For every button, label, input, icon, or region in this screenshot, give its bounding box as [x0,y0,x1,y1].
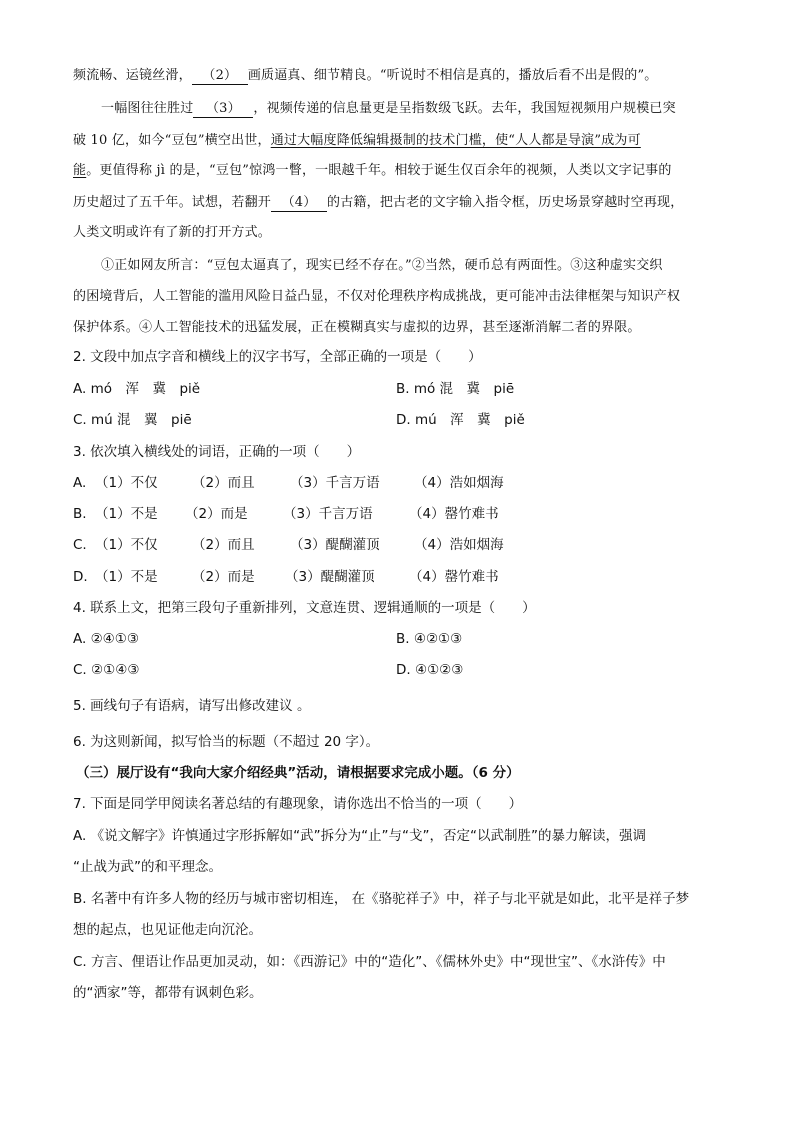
option-word-2: （2）而是 [192,569,255,585]
option-word-1: （1）不仅 [95,537,158,553]
q4-option-c[interactable]: C. ②①④③ [73,662,140,678]
q3-stem: 3. 依次填入横线处的词语，正确的一项（ ） [73,444,361,460]
option-word-2: （2）而是 [185,506,248,522]
q4-option-b[interactable]: B. ④②①③ [396,631,463,647]
paragraph-3-line-3: 保护体系。④人工智能技术的迅猛发展，正在模糊真实与虚拟的边界，甚至逐渐消解二者的界限。 [73,320,641,335]
q2-option-b[interactable]: B. mó 混 冀 piē [396,381,515,397]
option-word-4: （4）罄竹难书 [409,506,499,522]
underlined-sentence: 能 [73,163,87,178]
passage-text: 的古籍，把古老的文字输入指令框，历史场景穿越时空再现， [327,195,684,210]
option-letter: A. [73,475,87,491]
passage-line-6: 人类文明或许有了新的打开方式。 [73,225,272,240]
q7-option-c-line-2: 的“洒家”等，都带有讽刺色彩。 [73,985,263,1001]
q2-option-c[interactable]: C. mú 混 翼 piē [73,412,192,428]
option-letter: D. [73,569,88,585]
q7-option-b-line-1[interactable]: B. 名著中有许多人物的经历与城市密切相连， 在《骆驼祥子》中，祥子与北平就是如此，北平是祥子梦 [73,891,690,907]
option-word-4: （4）浩如烟海 [414,537,504,553]
option-word-4: （4）浩如烟海 [414,475,504,491]
q6-stem: 6. 为这则新闻，拟写恰当的标题（不超过 20 字）。 [73,734,380,750]
passage-line-4 [73,161,672,181]
option-word-4: （4）罄竹难书 [409,569,499,585]
q4-option-d[interactable]: D. ④①②③ [396,662,464,678]
q7-option-b-line-2: 想的起点，也见证他走向沉沦。 [73,922,262,938]
option-word-3: （3）千言万语 [290,475,380,491]
option-letter: B. [73,506,87,522]
q4-stem: 4. 联系上文，把第三段句子重新排列，文意连贯、逻辑通顺的一项是（ ） [73,600,536,616]
passage-text: 频流畅、运镜丝滑， [73,68,192,83]
option-word-1: （1）不是 [95,569,158,585]
q7-option-a-line-2: “止战为武”的和平理念。 [73,859,222,875]
option-word-3: （3）醍醐灌顶 [285,569,375,585]
blank-4: （4） [271,195,327,212]
option-word-1: （1）不是 [95,506,158,522]
option-word-2: （2）而且 [192,475,255,491]
q4-option-a[interactable]: A. ②④①③ [73,631,139,647]
underlined-sentence: 通过大幅度降低编辑摄制的技术门槛，使“人人都是导演”成为可 [270,133,641,148]
q2-option-d[interactable]: D. mú 浑 冀 piě [396,412,525,428]
passage-text: 画质逼真、细节精良。“听说时不相信是真的，播放后看不出是假的”。 [247,68,658,83]
passage-text: 。更值得称 jì 的是，“豆包”惊鸿一瞥，一眼越千年。相较于诞生仅百余年的视频，人类以文字记事的 [86,163,672,178]
blank-3: （3） [193,101,253,118]
q5-stem: 5. 画线句子有语病，请写出修改建议 。 [73,698,311,714]
q7-stem: 7. 下面是同学甲阅读名著总结的有趣现象，请你选出不恰当的一项（ ） [73,796,523,812]
paragraph-3-line-1: ①正如网友所言：“豆包太逼真了，现实已经不存在。”②当然，硬币总有两面性。③这种虚实交织 [101,258,663,273]
option-letter: C. [73,537,87,553]
passage-line-3 [73,131,641,151]
option-word-2: （2）而且 [192,537,255,553]
blank-2: （2） [192,68,248,85]
q7-option-a-line-1[interactable]: A. 《说文解字》许慎通过字形拆解如“武”拆分为“止”与“戈”，否定“以武制胜”的暴力解读，强调 [73,828,647,844]
q2-option-a[interactable]: A. mó 浑 冀 piě [73,381,201,397]
option-word-1: （1）不仅 [95,475,158,491]
passage-text: 一幅图往往胜过 [101,101,194,116]
passage-text: 破 10 亿，如今“豆包”横空出世， [73,133,271,148]
passage-line-1 [73,66,658,86]
passage-text: 历史超过了五千年。试想，若翻开 [73,195,272,210]
option-word-3: （3）千言万语 [283,506,373,522]
paragraph-3-line-2: 的困境背后，人工智能的滥用风险日益凸显，不仅对伦理秩序构成挑战，更可能冲击法律框架与知识产权 [73,289,681,304]
passage-text: ，视频传递的信息量更是呈指数级飞跃。去年，我国短视频用户规模已突 [253,101,676,116]
option-word-3: （3）醍醐灌顶 [290,537,380,553]
q7-option-c-line-1[interactable]: C. 方言、俚语让作品更加灵动，如：《西游记》中的“造化”、《儒林外史》中“现世宝”、《水浒传》中 [73,954,666,970]
passage-line-5 [73,193,683,213]
q2-stem: 2. 文段中加点字音和横线上的汉字书写，全部正确的一项是（ ） [73,349,482,365]
section-3-heading: （三）展厅设有“我向大家介绍经典”活动，请根据要求完成小题。（6 分） [76,765,520,781]
passage-line-2 [101,99,676,119]
